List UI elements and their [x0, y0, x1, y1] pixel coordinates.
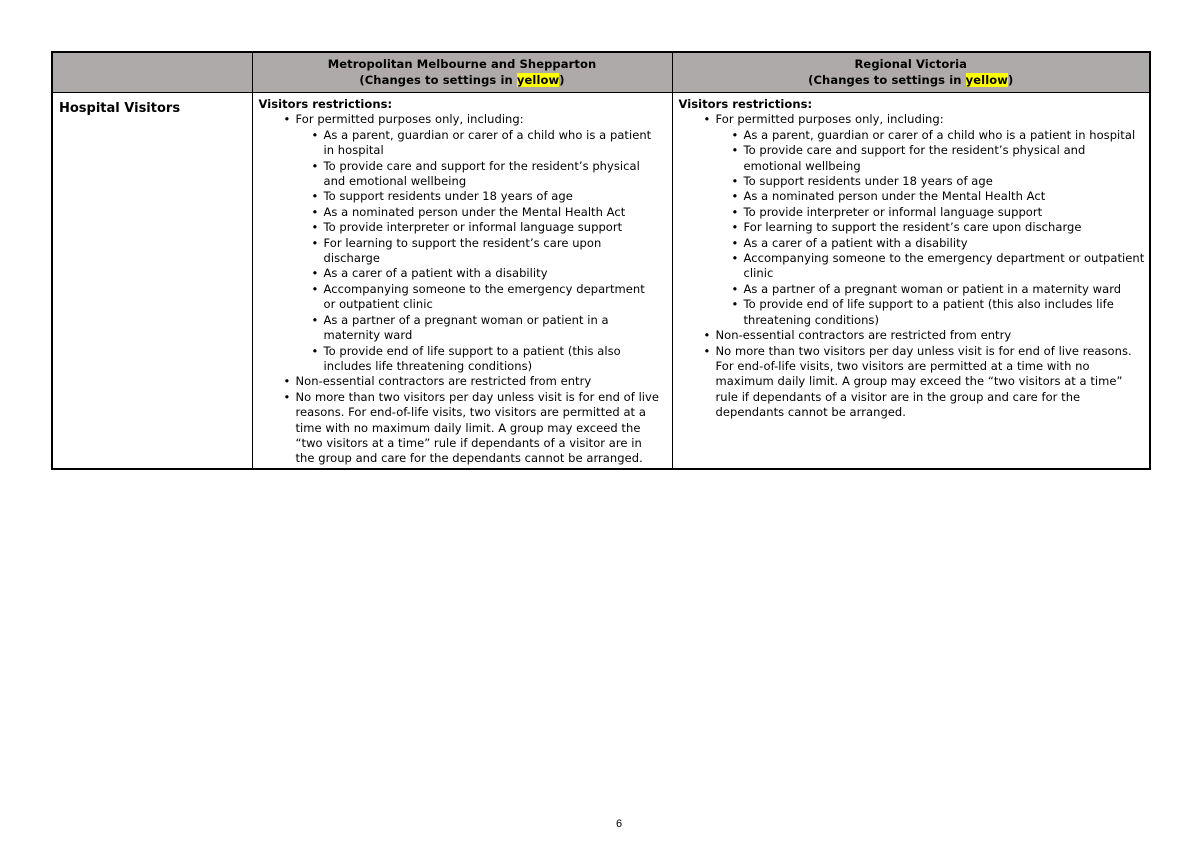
list-item: • As a nominated person under the Mental Health Act	[716, 189, 1146, 204]
list-item: • As a partner of a pregnant woman or patient in a maternity ward	[716, 282, 1146, 297]
list-item: • As a partner of a pregnant woman or patient in a maternity ward	[296, 313, 660, 344]
list-item: • For permitted purposes only, including: • As a parent, guardian or carer of a child who is a patient in hospital • To provide care and support for the resident’s physical and emotional wellbeing • To support residents under 18 years of age • As a nominated person under the Mental Health Act • To provide interpreter or informal language support • For learning to support the resident’s care upon discharge • As a carer of a patient with a disability • Accompanying someone to the emergency department or outpatient clinic • As a partner of a pregnant woman or patient in a maternity ward • To provide end of life support to a patient (this also includes life threatening conditions)	[679, 112, 1146, 328]
metro-restrictions-list	[259, 112, 660, 466]
header-regional-title: Regional Victoria	[854, 57, 968, 71]
list-item: • To provide care and support for the resident’s physical and emotional wellbeing	[296, 159, 660, 190]
highlight-yellow-word: yellow	[965, 72, 1008, 87]
list-item: • To support residents under 18 years of age	[716, 174, 1146, 189]
list-item: • To provide end of life support to a patient (this also includes life threatening conditions)	[296, 344, 660, 375]
list-item: • Accompanying someone to the emergency department or outpatient clinic	[296, 282, 660, 313]
metro-cell	[252, 93, 672, 469]
highlight-yellow-word: yellow	[516, 72, 560, 87]
page-number: 6	[615, 818, 623, 830]
list-item: • Non-essential contractors are restricted from entry	[679, 328, 1146, 343]
list-item: • As a carer of a patient with a disability	[296, 266, 660, 281]
table-row	[52, 93, 1150, 469]
regional-restrictions-list	[679, 112, 1146, 420]
regional-purposes-list	[716, 128, 1146, 328]
list-item: • No more than two visitors per day unless visit is for end of live reasons. For end-of-life visits, two visitors are permitted at a time with no maximum daily limit. A group may exceed the “two visitors at a time” rule if dependants of a visitor are in the group and care for the dependants cannot be arranged.	[259, 390, 660, 467]
list-item: • Accompanying someone to the emergency department or outpatient clinic	[716, 251, 1146, 282]
list-item: • To provide interpreter or informal language support	[296, 220, 660, 235]
list-item: • As a carer of a patient with a disability	[716, 236, 1146, 251]
list-item: • To provide end of life support to a patient (this also includes life threatening conditions)	[716, 297, 1146, 328]
list-item: • No more than two visitors per day unless visit is for end of live reasons. For end-of-life visits, two visitors are permitted at a time with no maximum daily limit. A group may exceed the “two visitors at a time” rule if dependants of a visitor are in the group and care for the dependants cannot be arranged.	[679, 344, 1146, 421]
header-blank-cell	[52, 52, 252, 93]
list-item: • As a parent, guardian or carer of a child who is a patient in hospital	[296, 128, 660, 159]
header-regional-cell	[672, 52, 1150, 93]
header-metro-subtitle: (Changes to settings in yellow)	[359, 72, 565, 87]
regional-cell-title: Visitors restrictions:	[678, 97, 813, 111]
list-item: • To provide interpreter or informal language support	[716, 205, 1146, 220]
list-item: • To support residents under 18 years of age	[296, 189, 660, 204]
restrictions-table	[51, 51, 1151, 470]
list-item: • For permitted purposes only, including: • As a parent, guardian or carer of a child who is a patient in hospital • To provide care and support for the resident’s physical and emotional wellbeing • To support residents under 18 years of age • As a nominated person under the Mental Health Act • To provide interpreter or informal language support • For learning to support the resident’s care upon discharge • As a carer of a patient with a disability • Accompanying someone to the emergency department or outpatient clinic • As a partner of a pregnant woman or patient in a maternity ward • To provide end of life support to a patient (this also includes life threatening conditions)	[259, 112, 660, 374]
regional-cell	[672, 93, 1150, 469]
header-regional-subtitle: (Changes to settings in yellow)	[808, 72, 1014, 87]
header-metro-title: Metropolitan Melbourne and Shepparton	[327, 57, 597, 71]
row-label-hospital-visitors: Hospital Visitors	[52, 93, 252, 469]
metro-cell-title: Visitors restrictions:	[258, 97, 393, 111]
metro-purposes-list	[296, 128, 660, 375]
list-item: • For learning to support the resident’s care upon discharge	[716, 220, 1146, 235]
header-metro-cell	[252, 52, 672, 93]
list-item: • As a nominated person under the Mental Health Act	[296, 205, 660, 220]
table-header-row	[52, 52, 1150, 93]
list-item: • Non-essential contractors are restricted from entry	[259, 374, 660, 389]
list-item: • As a parent, guardian or carer of a child who is a patient in hospital	[716, 128, 1146, 143]
list-item: • For learning to support the resident’s care upon discharge	[296, 236, 660, 267]
list-item: • To provide care and support for the resident’s physical and emotional wellbeing	[716, 143, 1146, 174]
